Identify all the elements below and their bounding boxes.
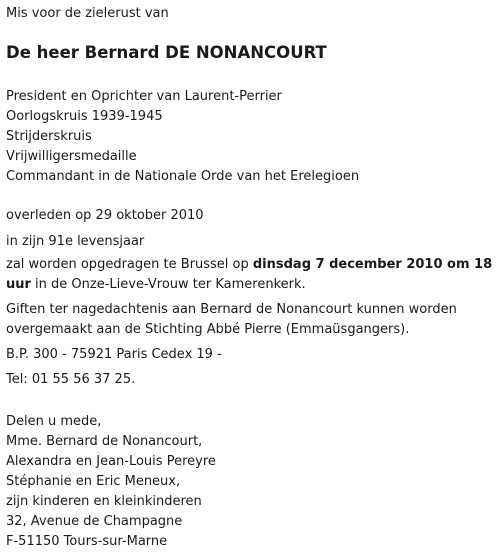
title-line: Commandant in de Nationale Orde van het Erelegioen xyxy=(6,169,360,184)
notify-line: Delen u mede, xyxy=(6,414,102,429)
gifts-line: Giften ter nagedachtenis aan Bernard de Nonancourt kunnen worden xyxy=(6,302,457,317)
notify-line: Mme. Bernard de Nonancourt, xyxy=(6,434,203,449)
gifts-line: overgemaakt aan de Stichting Abbé Pierre (Emmaüsgangers). xyxy=(6,322,410,337)
funeral-location: in de Onze-Lieve-Vrouw ter Kamerenkerk. xyxy=(30,277,306,292)
funeral-text: zal worden opgedragen te Brussel op xyxy=(6,257,253,272)
notifiers-list xyxy=(6,412,216,552)
funeral-line-2 xyxy=(6,275,492,295)
notify-line: 32, Avenue de Champagne xyxy=(6,514,183,529)
age-text: in zijn 91e levensjaar xyxy=(6,234,145,249)
title-line: Vrijwilligersmedaille xyxy=(6,149,137,164)
deceased-name: De heer Bernard DE NONANCOURT xyxy=(6,43,327,62)
funeral-line-1 xyxy=(6,255,492,275)
notify-line: zijn kinderen en kleinkinderen xyxy=(6,494,202,509)
intro-text: Mis voor de zielerust van xyxy=(6,6,169,21)
postal-address: B.P. 300 - 75921 Paris Cedex 19 - xyxy=(6,347,222,362)
telephone: Tel: 01 55 56 37 25. xyxy=(6,372,136,387)
funeral-date: dinsdag 7 december 2010 om 18 xyxy=(252,257,493,272)
funeral-time-unit: uur xyxy=(6,277,31,292)
title-line: Oorlogskruis 1939-1945 xyxy=(6,109,163,124)
death-date: overleden op 29 oktober 2010 xyxy=(6,208,204,223)
titles-list xyxy=(6,87,359,187)
title-line: Strijderskruis xyxy=(6,129,92,144)
gifts-notice xyxy=(6,300,457,340)
title-line: President en Oprichter van Laurent-Perrier xyxy=(6,89,282,104)
notify-line: Stéphanie en Eric Meneux, xyxy=(6,474,181,489)
funeral-notice xyxy=(6,255,492,295)
notify-line: F-51150 Tours-sur-Marne xyxy=(6,534,168,549)
notify-line: Alexandra en Jean-Louis Pereyre xyxy=(6,454,216,469)
